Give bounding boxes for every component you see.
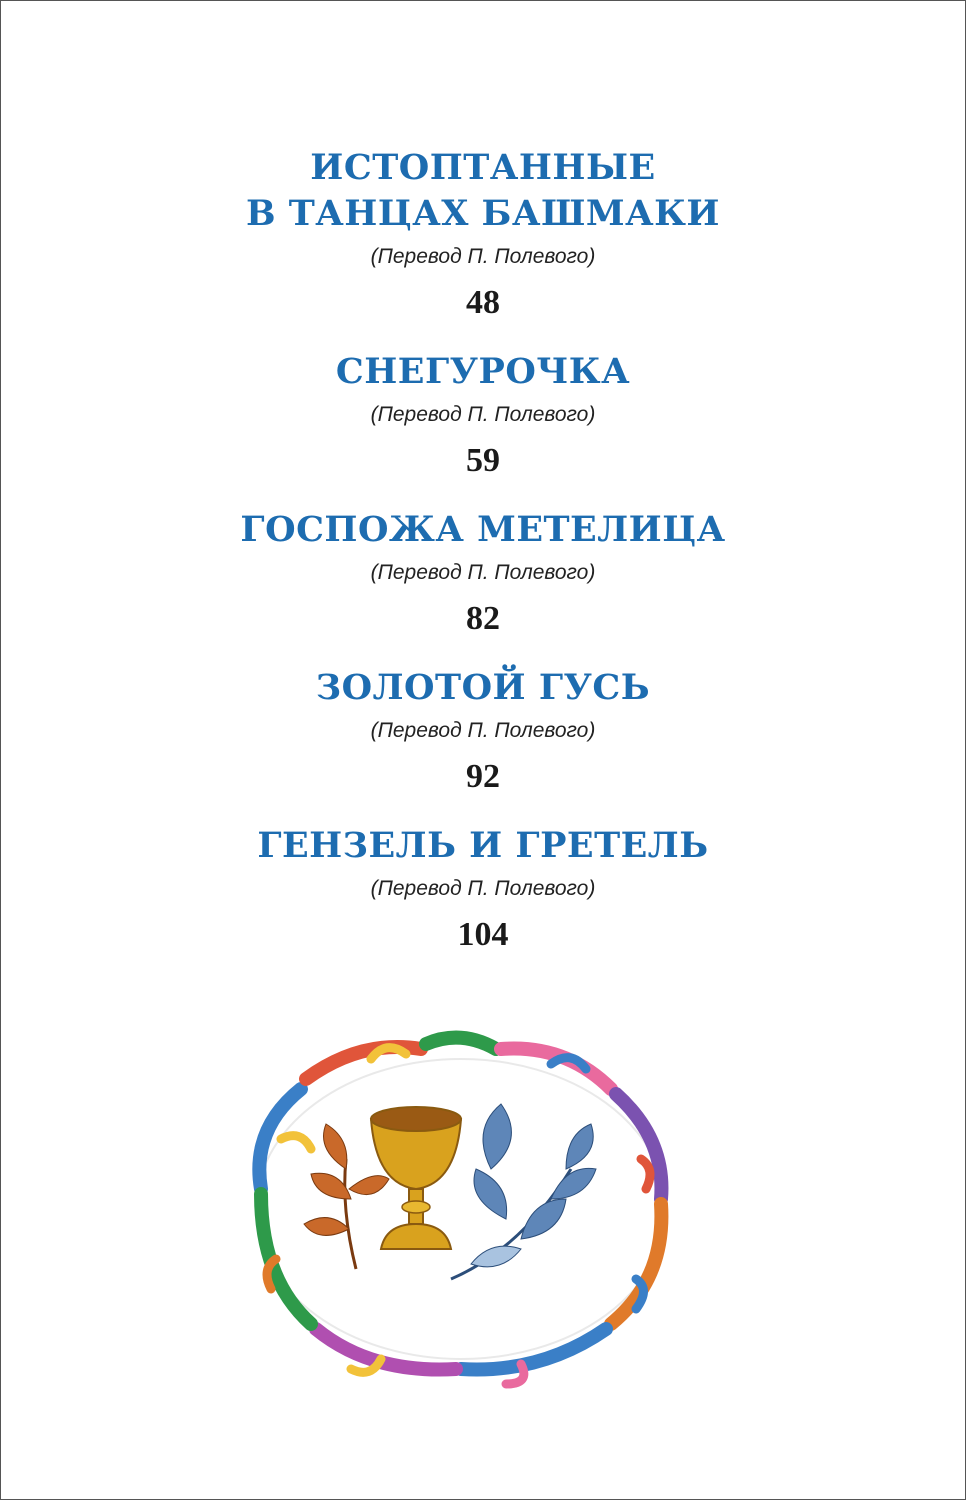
toc-title-line: ГОСПОЖА МЕТЕЛИЦА <box>240 509 726 550</box>
toc-title <box>1 349 965 395</box>
toc-page-number: 92 <box>466 758 500 795</box>
toc-translator: (Перевод П. Полевого) <box>370 877 596 900</box>
toc-title <box>1 823 965 869</box>
toc-title-line: В ТАНЦАХ БАШМАКИ <box>245 193 720 234</box>
toc-translator: (Перевод П. Полевого) <box>370 403 596 426</box>
toc-title-line: СНЕГУРОЧКА <box>335 351 631 392</box>
toc-title <box>1 507 965 553</box>
ornament-illustration <box>221 1019 701 1399</box>
toc-translator: (Перевод П. Полевого) <box>370 245 596 268</box>
toc-title-line: ЗОЛОТОЙ ГУСЬ <box>315 667 651 708</box>
toc-entry[interactable] <box>1 145 965 323</box>
toc-page-number: 59 <box>466 442 500 479</box>
toc-entry[interactable] <box>1 349 965 481</box>
toc-title-line: ИСТОПТАННЫЕ <box>310 147 656 188</box>
toc-entry[interactable] <box>1 665 965 797</box>
wreath-ornament <box>256 1038 666 1384</box>
table-of-contents <box>1 145 965 955</box>
toc-page-number: 48 <box>466 284 500 321</box>
toc-title <box>1 145 965 237</box>
toc-page-number: 104 <box>457 916 509 953</box>
toc-title <box>1 665 965 711</box>
toc-entry[interactable] <box>1 507 965 639</box>
blue-leaf-icon <box>451 1104 596 1279</box>
toc-page-number: 82 <box>466 600 500 637</box>
toc-entry[interactable] <box>1 823 965 955</box>
toc-title-line: ГЕНЗЕЛЬ И ГРЕТЕЛЬ <box>257 825 709 866</box>
toc-translator: (Перевод П. Полевого) <box>370 719 596 742</box>
toc-translator: (Перевод П. Полевого) <box>370 561 596 584</box>
